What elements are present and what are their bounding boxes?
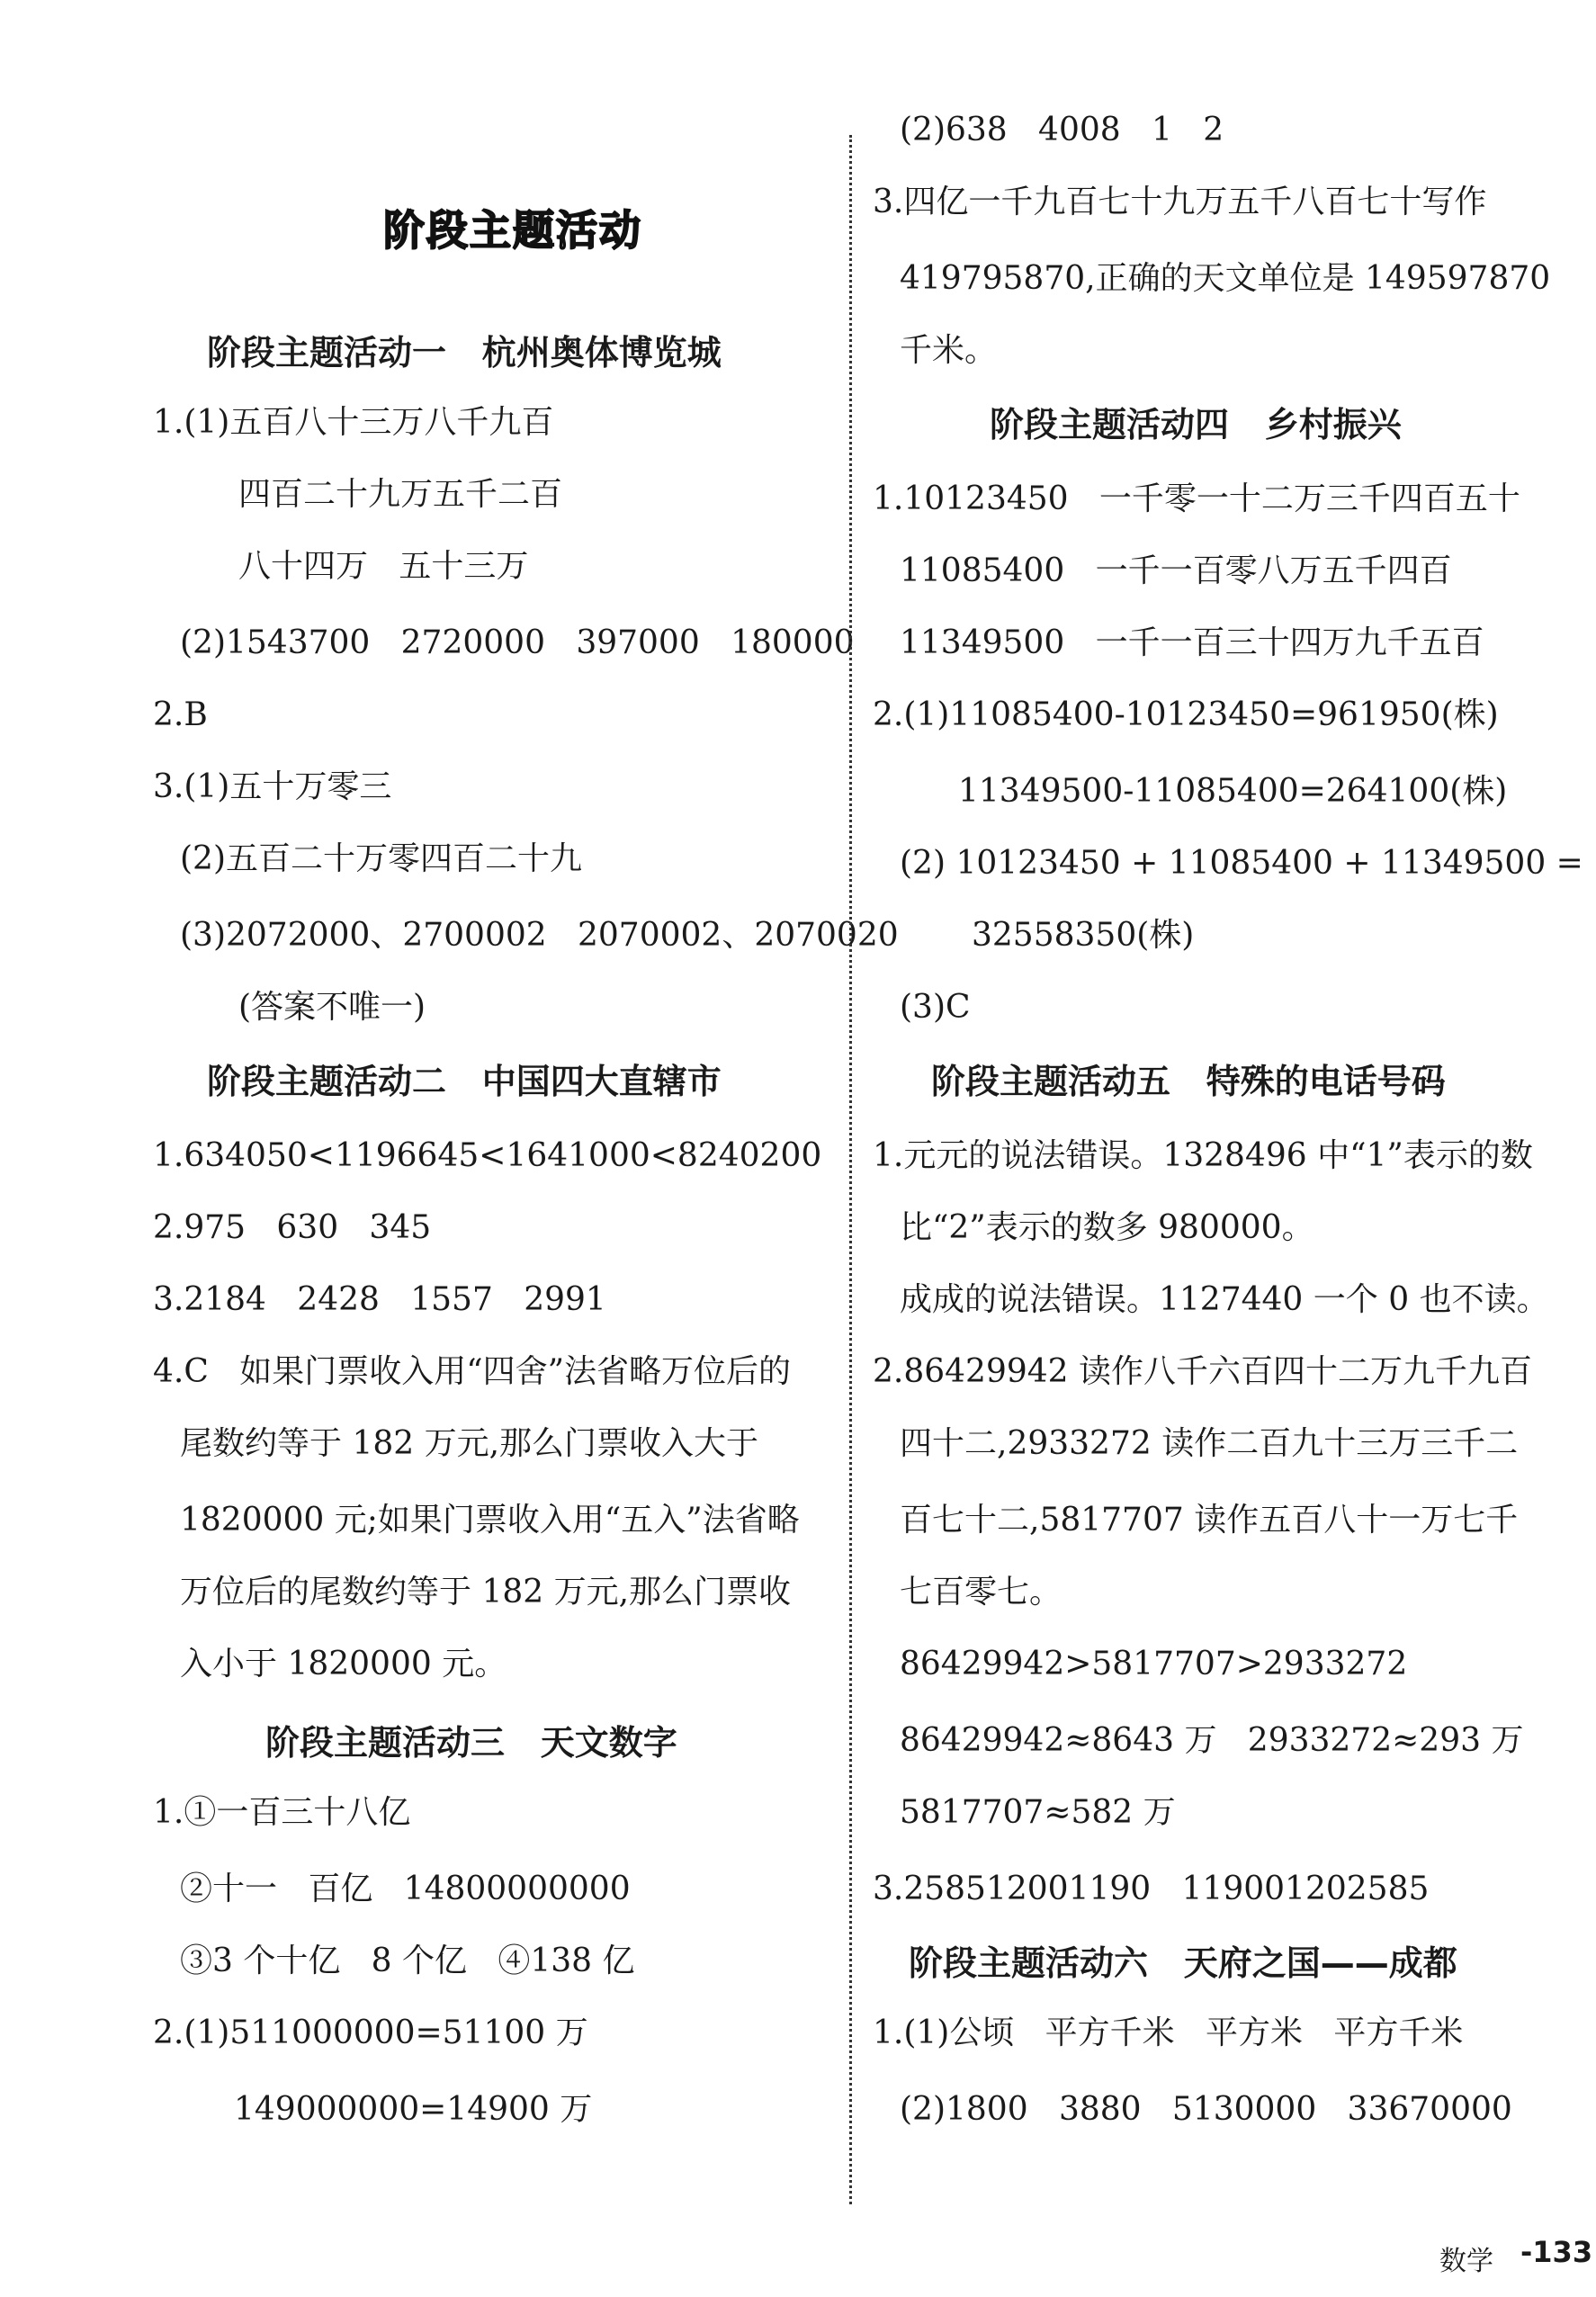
answer-line: (2)1543700 2720000 397000 180000: [180, 624, 855, 661]
answer-line: 3.四亿一千九百七十九万五千八百七十写作: [873, 184, 1487, 220]
answer-line: ③3 个十亿 8 个亿 ④138 亿: [180, 1943, 635, 1979]
answer-line: 比“2”表示的数多 980000。: [900, 1209, 1314, 1246]
answer-line: 成成的说法错误。1127440 一个 0 也不读。: [900, 1281, 1549, 1318]
answer-line: (3)C: [900, 989, 971, 1026]
column-divider: [849, 135, 852, 2204]
answer-line: 七百零七。: [900, 1574, 1063, 1611]
answer-line: 2.86429942 读作八千六百四十二万九千九百: [873, 1353, 1533, 1390]
answer-line: 11349500-11085400=264100(株): [958, 773, 1508, 810]
answer-line: 百七十二,5817707 读作五百八十一万七千: [900, 1502, 1519, 1539]
answer-line: 尾数约等于 182 万元,那么门票收入大于: [180, 1425, 759, 1462]
answer-line: 149000000=14900 万: [234, 2091, 593, 2128]
answer-line: 千米。: [900, 332, 998, 369]
answer-line: 3.(1)五十万零三: [153, 768, 392, 805]
answer-line: 3.258512001190 119001202585: [873, 1871, 1430, 1907]
section-heading: 阶段主题活动二 中国四大直辖市: [207, 1062, 722, 1101]
answer-line: 5817707≈582 万: [900, 1794, 1176, 1831]
section-heading: 阶段主题活动五 特殊的电话号码: [931, 1062, 1446, 1101]
answer-line: ②十一 百亿 14800000000: [180, 1871, 631, 1907]
answer-line: 1.元元的说法错误。1328496 中“1”表示的数: [873, 1137, 1533, 1174]
answer-line: 四百二十九万五千二百: [238, 476, 563, 513]
answer-line: 419795870,正确的天文单位是 149597870: [900, 260, 1551, 297]
answer-line: 86429942>5817707>2933272: [900, 1646, 1408, 1682]
answer-line: 86429942≈8643 万 2933272≈293 万: [900, 1722, 1524, 1759]
answer-line: 11349500 一千一百三十四万九千五百: [900, 624, 1484, 661]
answer-line: (2) 10123450 + 11085400 + 11349500 =: [900, 845, 1583, 882]
answer-line: 32558350(株): [972, 917, 1195, 954]
answer-line: 1.10123450 一千零一十二万三千四百五十: [873, 480, 1520, 517]
answer-line: 2.(1)11085400-10123450=961950(株): [873, 696, 1499, 733]
answer-line: 4.C 如果门票收入用“四舍”法省略万位后的: [153, 1353, 792, 1390]
page-title: 阶段主题活动: [383, 206, 642, 255]
answer-line: (2)五百二十万零四百二十九: [180, 840, 582, 877]
answer-line: 3.2184 2428 1557 2991: [153, 1281, 606, 1318]
section-heading: 阶段主题活动六 天府之国——成都: [909, 1943, 1457, 1983]
footer-subject: 数学: [1439, 2246, 1493, 2277]
answer-line: 11085400 一千一百零八万五千四百: [900, 552, 1452, 589]
answer-line: 八十四万 五十三万: [238, 548, 529, 585]
answer-line: (2)1800 3880 5130000 33670000: [900, 2091, 1512, 2128]
answer-line: 1.①一百三十八亿: [153, 1794, 411, 1831]
section-heading: 阶段主题活动三 天文数字: [265, 1723, 677, 1763]
answer-line: 1820000 元;如果门票收入用“五入”法省略: [180, 1502, 800, 1539]
answer-line: (3)2072000、2700002 2070002、2070020: [180, 917, 899, 954]
section-heading: 阶段主题活动四 乡村振兴: [990, 405, 1402, 444]
answer-line: 2.975 630 345: [153, 1209, 432, 1246]
answer-line: 1.(1)五百八十三万八千九百: [153, 404, 554, 441]
answer-line: 2.(1)511000000=51100 万: [153, 2014, 588, 2051]
answer-line: 入小于 1820000 元。: [180, 1646, 507, 1682]
answer-line: 四十二,2933272 读作二百九十三万三千二: [900, 1425, 1519, 1462]
answer-line: 万位后的尾数约等于 182 万元,那么门票收: [180, 1574, 792, 1611]
page-number: -133: [1520, 2235, 1593, 2269]
section-heading: 阶段主题活动一 杭州奥体博览城: [207, 333, 722, 372]
answer-line: 1.(1)公顷 平方千米 平方米 平方千米: [873, 2014, 1464, 2051]
answer-line: (答案不唯一): [238, 989, 426, 1026]
answer-line: (2)638 4008 1 2: [900, 112, 1224, 148]
answer-line: 1.634050<1196645<1641000<8240200: [153, 1137, 822, 1174]
answer-line: 2.B: [153, 696, 208, 733]
